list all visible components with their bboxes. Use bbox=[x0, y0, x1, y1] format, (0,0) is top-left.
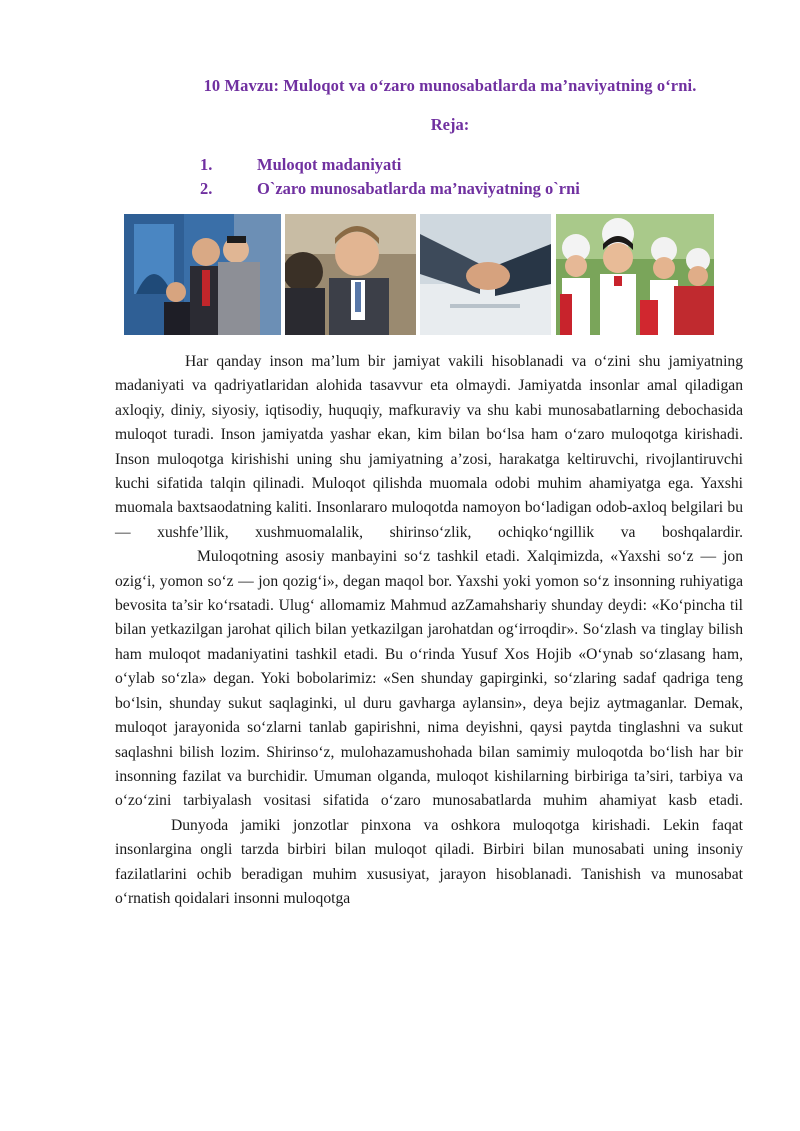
plan-list bbox=[200, 153, 580, 201]
elder-and-children-photo bbox=[124, 214, 281, 335]
plan-item-text: O`zaro munosabatlarda ma’naviyatning o`rni bbox=[257, 179, 580, 198]
plan-item-number: 2. bbox=[200, 179, 213, 198]
handshake-photo bbox=[420, 214, 551, 335]
men-greeting-photo bbox=[285, 214, 416, 335]
plan-item-number: 1. bbox=[200, 155, 213, 174]
paragraph: Muloqotning asosiy manbayini so‘z tashkil etadi. Xalqimizda, «Yaxshi so‘z — jon ozig‘i, yomon so‘z — jon qozig‘i», degan maqol bor. Yaxshi yoki yomon so‘z insonning ruhiyatiga bevosita ta’sir ko‘rsatadi. Ulug‘ allomamiz Mahmud azZamahshariy shunday deydi: «Ko‘pincha til bilan yetkazilgan jarohat qilich bilan yetkazilgan jarohatdan og‘irroqdir». So‘zlash va tinglay bilish ham muloqot madaniyatini tashkil etadi. Bu o‘rinda Yusuf Xos Hojib «O‘ynab so‘zlasang ham, o‘ylab so‘zla» degan. Yoki bobolarimiz: «Sen shunday gapirginki, so‘zlaring sadaf qadriga teng bo‘lsin, shunday sukut saqlaginki, ul duru gavharga aylansin», deya bejiz aytmaganlar. Demak, muloqot jarayonida so‘zlarni tanlab gapirishni, nima deyishni, qaysi paytda tinglashni va sukut saqlashni bilish lozim. Shirinso‘z, mulohazamushohada bilan samimiy muloqotda bo‘lish har bir insonning fazilat va burchidir. Umuman olganda, muloqot kishilarning birbiriga ta’siri, tarbiya va o‘zo‘zini tarbiyalash vositasi sifatida o‘zaro munosabatlarda muhim ahamiyat kasb etadi. bbox=[115, 548, 743, 810]
plan-item-text: Muloqot madaniyati bbox=[257, 155, 402, 174]
body-text bbox=[115, 350, 743, 911]
schoolchildren-photo bbox=[556, 214, 714, 335]
plan-heading: Reja: bbox=[430, 115, 470, 134]
photo-strip bbox=[124, 214, 714, 335]
paragraph: Har qanday inson ma’lum bir jamiyat vakili hisoblanadi va o‘zini shu jamiyatning madaniyati va qadriyatlaridan alohida tasavvur eta olmaydi. Jamiyatda insonlar amal qiladigan axloqiy, diniy, siyosiy, iqtisodiy, huquqiy, mafkuraviy va shu kabi munosabatlarning debochasida muloqot turadi. Inson jamiyatda yashar ekan, kim bilan bo‘lsa ham o‘zaro muloqotga kirishadi. Inson muloqotga kirishishi uning shu jamiyatning a’zosi, harakatga keltiruvchi, rivojlantiruvchi kuchi sifatida talqin qilinadi. Muloqot qilishda muomala odobi muhim ahamiyatga ega. Yaxshi muomala baxtsaodatning kaliti. Insonlararo muloqotda namoyon bo‘ladigan odob-axloq belgilari bu — xushfe’llik, xushmuomalalik, shirinso‘zlik, ochiqko‘ngillik va boshqalardir. bbox=[115, 353, 743, 541]
plan-item bbox=[200, 153, 580, 177]
paragraph: Dunyoda jamiki jonzotlar pinxona va oshkora muloqotga kirishadi. Lekin faqat insonlargina ongli tarzda birbiri bilan muloqot qiladi. Birbiri bilan munosabati uning insoniy fazilatlarini ochib beradigan muhim xususiyat, jarayon hisoblanadi. Tanishish va munosabat o‘rnatish qoidalari insonni muloqotga bbox=[115, 816, 743, 907]
document-title: 10 Mavzu: Muloqot va o‘zaro munosabatlarda ma’naviyatning o‘rni. bbox=[203, 76, 697, 95]
plan-item bbox=[200, 177, 580, 201]
